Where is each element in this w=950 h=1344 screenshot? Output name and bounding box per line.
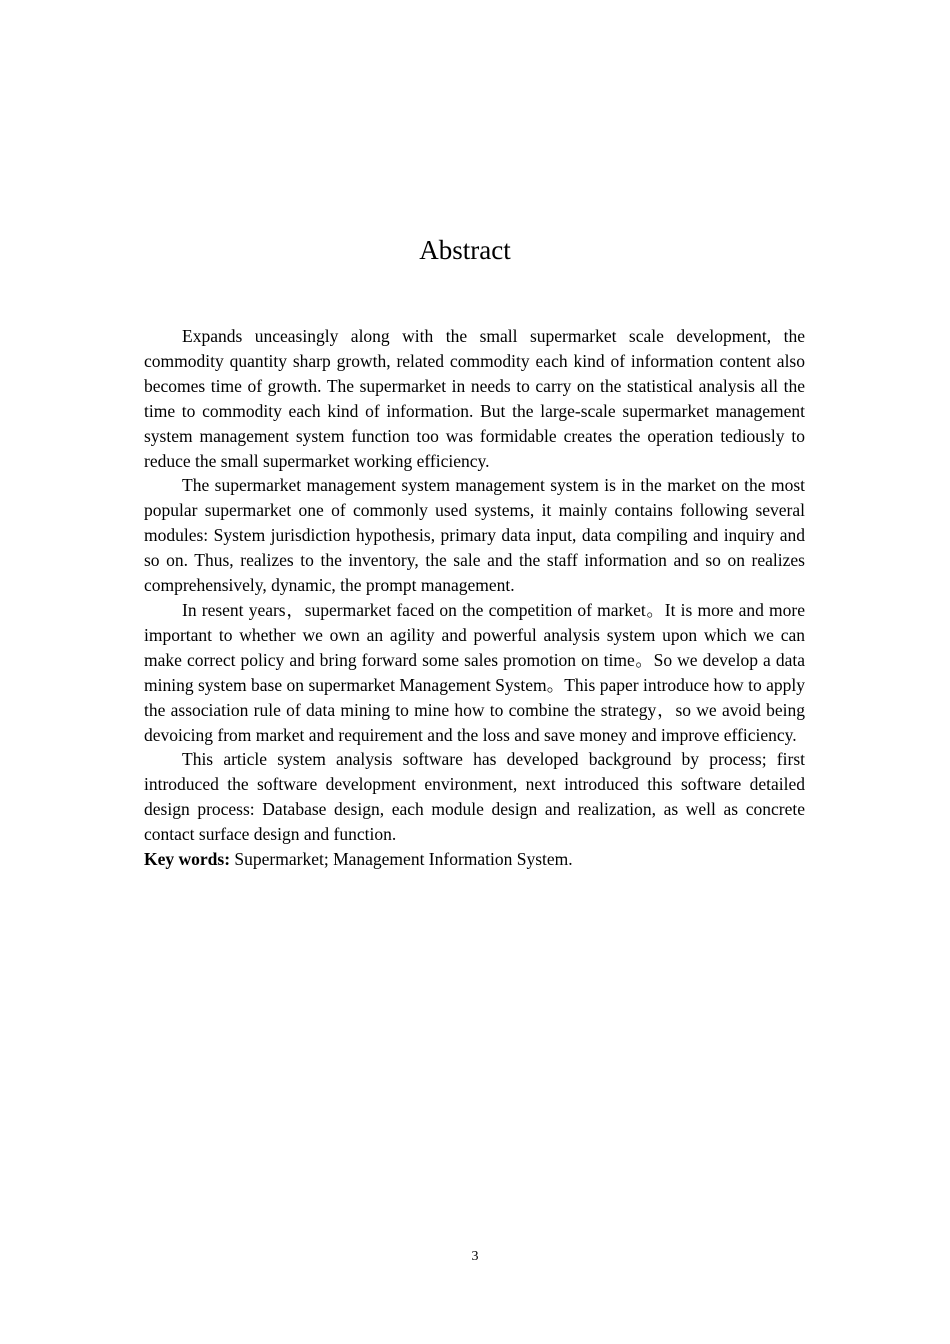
abstract-paragraph-1: Expands unceasingly along with the small supermarket scale development, the commodity quantity sharp growth, related commodity each kind of information content also becomes time of growth. The supermarket in needs to carry on the statistical analysis all the time to commodity each kind of information. But the large-scale supermarket management system management system function too was formidable creates the operation tediously to reduce the small supermarket working efficiency.	[144, 326, 805, 471]
abstract-paragraph-3: In resent years，supermarket faced on the competition of market。It is more and more important to whether we own an agility and powerful analysis system upon which we can make correct policy and bring forward some sales promotion on time。So we develop a data mining system base on supermarket Management System。This paper introduce how to apply the association rule of data mining to mine how to combine the strategy，so we avoid being devoicing from market and requirement and the loss and save money and improve efficiency.	[144, 599, 805, 745]
page-number: 3	[471, 1249, 479, 1264]
keywords-label: Key word	[144, 849, 218, 870]
abstract-title: Abstract	[419, 235, 511, 265]
abstract-body	[144, 324, 805, 872]
abstract-paragraph-2: The supermarket management system management system is in the market on the most popular supermarket one of commonly used systems, it mainly contains following several modules: System jurisdiction hypothesis, primary data input, data compiling and inquiry and so on. Thus, realizes to the inventory, the sale and the staff information and so on realizes comprehensively, dynamic, the prompt management.	[144, 475, 805, 596]
abstract-paragraph-4: This article system analysis software has developed background by process; first introduced the software development environment, next introduced this software detailed design process: Database design, each module design and realization, as well as concrete contact surface design and function.	[144, 749, 805, 845]
keywords-label-suffix: s:	[217, 849, 231, 870]
keywords-text: Supermarket; Management Information System.	[230, 849, 573, 870]
keywords-line	[144, 847, 805, 872]
